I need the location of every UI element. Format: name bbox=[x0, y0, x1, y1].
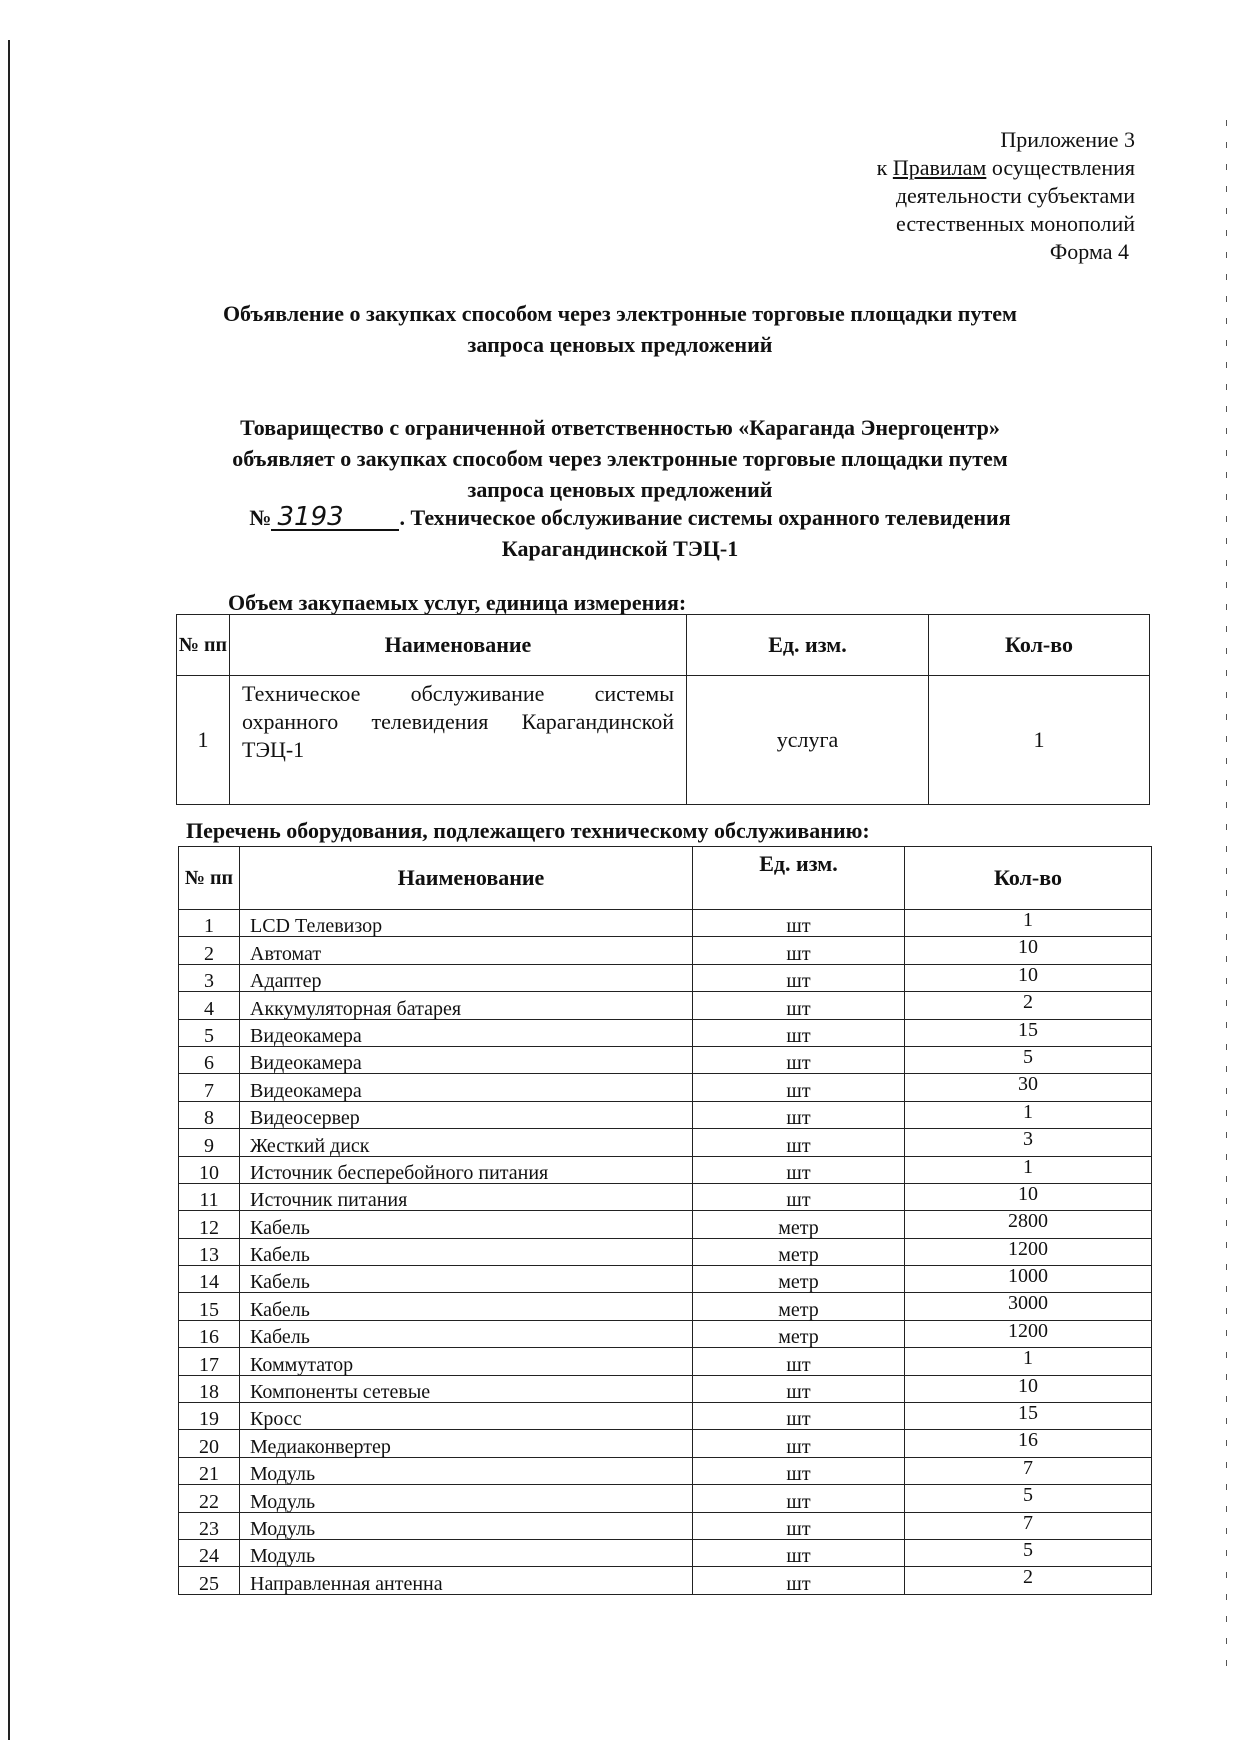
equipment-cell-num: 9 bbox=[179, 1129, 240, 1156]
equipment-cell-num: 2 bbox=[179, 937, 240, 964]
equipment-table bbox=[178, 846, 1152, 1595]
equipment-table-body bbox=[179, 910, 1152, 1595]
equipment-cell-qty: 1 bbox=[905, 1348, 1152, 1375]
equipment-cell-unit: шт bbox=[693, 910, 905, 937]
equipment-cell-qty: 30 bbox=[905, 1074, 1152, 1101]
table-row bbox=[179, 1403, 1152, 1430]
equipment-cell-unit: метр bbox=[693, 1320, 905, 1347]
equipment-cell-name: Кабель bbox=[240, 1320, 693, 1347]
table-row bbox=[179, 1539, 1152, 1566]
equipment-cell-unit: шт bbox=[693, 1430, 905, 1457]
equipment-cell-name: Модуль bbox=[240, 1539, 693, 1566]
lot-title-line-2: Карагандинской ТЭЦ-1 bbox=[501, 536, 739, 561]
table-row bbox=[179, 1156, 1152, 1183]
equipment-cell-qty: 2800 bbox=[905, 1211, 1152, 1238]
equipment-cell-name: Видеосервер bbox=[240, 1101, 693, 1128]
equipment-header-row bbox=[179, 847, 1152, 910]
table-row bbox=[179, 1457, 1152, 1484]
equipment-cell-num: 22 bbox=[179, 1485, 240, 1512]
equipment-cell-name: Аккумуляторная батарея bbox=[240, 992, 693, 1019]
equipment-cell-qty: 5 bbox=[905, 1046, 1152, 1073]
equipment-cell-num: 23 bbox=[179, 1512, 240, 1539]
equipment-cell-num: 15 bbox=[179, 1293, 240, 1320]
appendix-line-2-prefix: к bbox=[876, 155, 888, 180]
services-cell-name: Техническое обслуживание системы охранного телевидения Карагандинской ТЭЦ-1 bbox=[230, 676, 687, 805]
equipment-cell-unit: шт bbox=[693, 937, 905, 964]
services-cell-num: 1 bbox=[177, 676, 230, 805]
equipment-cell-qty: 1200 bbox=[905, 1320, 1152, 1347]
equipment-cell-unit: шт bbox=[693, 1512, 905, 1539]
equipment-cell-unit: шт bbox=[693, 1567, 905, 1594]
services-header-row bbox=[177, 615, 1150, 676]
table-row bbox=[179, 1183, 1152, 1210]
equipment-cell-name: Жесткий диск bbox=[240, 1129, 693, 1156]
equipment-cell-name: Медиаконвертер bbox=[240, 1430, 693, 1457]
organizer-statement bbox=[160, 412, 1080, 505]
equipment-cell-unit: шт bbox=[693, 1101, 905, 1128]
equipment-cell-unit: метр bbox=[693, 1211, 905, 1238]
table-row bbox=[179, 1046, 1152, 1073]
lot-title-line-1: . Техническое обслуживание системы охранного телевидения bbox=[399, 505, 1011, 530]
equipment-cell-qty: 1 bbox=[905, 1101, 1152, 1128]
table-row bbox=[179, 1129, 1152, 1156]
equipment-cell-unit: шт bbox=[693, 1074, 905, 1101]
appendix-line-5: Форма 4 bbox=[1049, 239, 1129, 264]
equipment-cell-qty: 1 bbox=[905, 910, 1152, 937]
equipment-cell-name: Коммутатор bbox=[240, 1348, 693, 1375]
lot-title bbox=[160, 502, 1080, 564]
equipment-cell-qty: 1 bbox=[905, 1156, 1152, 1183]
equipment-cell-num: 24 bbox=[179, 1539, 240, 1566]
table-row bbox=[179, 1238, 1152, 1265]
subtitle-line-1: Товарищество с ограниченной ответственностью «Караганда Энергоцентр» bbox=[240, 415, 1000, 440]
appendix-block bbox=[760, 126, 1135, 266]
rules-link[interactable]: Правилам bbox=[892, 155, 987, 180]
table-row bbox=[179, 910, 1152, 937]
equipment-cell-unit: шт bbox=[693, 964, 905, 991]
equipment-cell-num: 19 bbox=[179, 1403, 240, 1430]
equipment-cell-num: 20 bbox=[179, 1430, 240, 1457]
equipment-cell-unit: шт bbox=[693, 1375, 905, 1402]
equipment-cell-qty: 10 bbox=[905, 964, 1152, 991]
equipment-cell-unit: шт bbox=[693, 1348, 905, 1375]
equipment-cell-name: Видеокамера bbox=[240, 1046, 693, 1073]
equipment-cell-qty: 15 bbox=[905, 1403, 1152, 1430]
equipment-cell-num: 10 bbox=[179, 1156, 240, 1183]
equipment-cell-qty: 7 bbox=[905, 1512, 1152, 1539]
table-row bbox=[179, 1485, 1152, 1512]
equipment-cell-num: 14 bbox=[179, 1266, 240, 1293]
equipment-col-unit: Ед. изм. bbox=[693, 847, 905, 910]
services-col-name: Наименование bbox=[230, 615, 687, 676]
equipment-cell-name: Кросс bbox=[240, 1403, 693, 1430]
equipment-cell-num: 8 bbox=[179, 1101, 240, 1128]
equipment-cell-unit: шт bbox=[693, 1457, 905, 1484]
equipment-cell-num: 25 bbox=[179, 1567, 240, 1594]
scan-edge-dots bbox=[1226, 120, 1227, 1680]
equipment-col-qty: Кол-во bbox=[905, 847, 1152, 910]
equipment-cell-num: 4 bbox=[179, 992, 240, 1019]
equipment-cell-qty: 3000 bbox=[905, 1293, 1152, 1320]
services-col-num: № пп bbox=[177, 615, 230, 676]
equipment-cell-unit: шт bbox=[693, 1156, 905, 1183]
equipment-cell-name: Автомат bbox=[240, 937, 693, 964]
equipment-cell-num: 11 bbox=[179, 1183, 240, 1210]
table-row bbox=[179, 1266, 1152, 1293]
equipment-heading: Перечень оборудования, подлежащего техническому обслуживанию: bbox=[186, 818, 870, 843]
equipment-cell-qty: 2 bbox=[905, 992, 1152, 1019]
equipment-cell-qty: 10 bbox=[905, 1183, 1152, 1210]
equipment-col-name: Наименование bbox=[240, 847, 693, 910]
equipment-cell-name: Модуль bbox=[240, 1485, 693, 1512]
equipment-cell-qty: 1200 bbox=[905, 1238, 1152, 1265]
equipment-cell-name: LCD Телевизор bbox=[240, 910, 693, 937]
title-line-1: Объявление о закупках способом через электронные торговые площадки путем bbox=[222, 301, 1018, 326]
table-row bbox=[179, 964, 1152, 991]
equipment-cell-qty: 15 bbox=[905, 1019, 1152, 1046]
equipment-cell-num: 21 bbox=[179, 1457, 240, 1484]
lot-line-1 bbox=[160, 502, 1080, 533]
appendix-line-4: естественных монополий bbox=[896, 211, 1135, 236]
equipment-cell-name: Видеокамера bbox=[240, 1019, 693, 1046]
equipment-cell-qty: 7 bbox=[905, 1457, 1152, 1484]
equipment-cell-unit: метр bbox=[693, 1293, 905, 1320]
equipment-col-num: № пп bbox=[179, 847, 240, 910]
equipment-cell-name: Модуль bbox=[240, 1457, 693, 1484]
lot-number-handwritten: 3193 bbox=[271, 505, 399, 531]
services-col-qty: Кол-во bbox=[929, 615, 1150, 676]
equipment-cell-name: Источник питания bbox=[240, 1183, 693, 1210]
equipment-cell-num: 7 bbox=[179, 1074, 240, 1101]
equipment-cell-qty: 10 bbox=[905, 1375, 1152, 1402]
equipment-cell-name: Кабель bbox=[240, 1211, 693, 1238]
equipment-cell-unit: шт bbox=[693, 1129, 905, 1156]
table-row bbox=[179, 1019, 1152, 1046]
equipment-cell-name: Кабель bbox=[240, 1266, 693, 1293]
appendix-line-1: Приложение 3 bbox=[1000, 127, 1135, 152]
table-row bbox=[179, 1101, 1152, 1128]
equipment-cell-num: 5 bbox=[179, 1019, 240, 1046]
table-row bbox=[179, 1348, 1152, 1375]
equipment-cell-qty: 5 bbox=[905, 1485, 1152, 1512]
equipment-cell-name: Видеокамера bbox=[240, 1074, 693, 1101]
equipment-cell-name: Направленная антенна bbox=[240, 1567, 693, 1594]
table-row bbox=[179, 1430, 1152, 1457]
table-row bbox=[179, 1293, 1152, 1320]
equipment-cell-unit: шт bbox=[693, 1019, 905, 1046]
services-cell-qty: 1 bbox=[929, 676, 1150, 805]
equipment-cell-num: 6 bbox=[179, 1046, 240, 1073]
equipment-cell-name: Кабель bbox=[240, 1293, 693, 1320]
subtitle-line-3: запроса ценовых предложений bbox=[467, 477, 773, 502]
equipment-cell-unit: метр bbox=[693, 1238, 905, 1265]
equipment-cell-name: Компоненты сетевые bbox=[240, 1375, 693, 1402]
equipment-cell-unit: шт bbox=[693, 1539, 905, 1566]
equipment-cell-qty: 10 bbox=[905, 937, 1152, 964]
equipment-cell-unit: метр bbox=[693, 1266, 905, 1293]
appendix-line-2-suffix: осуществления bbox=[991, 155, 1135, 180]
table-row bbox=[179, 1211, 1152, 1238]
table-row bbox=[179, 1074, 1152, 1101]
lot-number-label: № bbox=[249, 505, 272, 530]
table-row bbox=[179, 1320, 1152, 1347]
equipment-cell-num: 17 bbox=[179, 1348, 240, 1375]
equipment-cell-num: 1 bbox=[179, 910, 240, 937]
table-row bbox=[179, 1567, 1152, 1594]
table-row bbox=[179, 1512, 1152, 1539]
equipment-cell-num: 3 bbox=[179, 964, 240, 991]
appendix-line-3: деятельности субъектами bbox=[895, 183, 1135, 208]
equipment-cell-name: Модуль bbox=[240, 1512, 693, 1539]
equipment-cell-qty: 3 bbox=[905, 1129, 1152, 1156]
equipment-cell-unit: шт bbox=[693, 992, 905, 1019]
equipment-cell-num: 16 bbox=[179, 1320, 240, 1347]
equipment-cell-unit: шт bbox=[693, 1046, 905, 1073]
equipment-cell-qty: 2 bbox=[905, 1567, 1152, 1594]
services-table bbox=[176, 614, 1150, 805]
table-row bbox=[177, 676, 1150, 805]
table-row bbox=[179, 992, 1152, 1019]
equipment-cell-unit: шт bbox=[693, 1403, 905, 1430]
equipment-cell-name: Кабель bbox=[240, 1238, 693, 1265]
equipment-cell-num: 18 bbox=[179, 1375, 240, 1402]
table-row bbox=[179, 1375, 1152, 1402]
equipment-cell-qty: 5 bbox=[905, 1539, 1152, 1566]
title-line-2: запроса ценовых предложений bbox=[467, 332, 773, 357]
subtitle-line-2: объявляет о закупках способом через электронные торговые площадки путем bbox=[232, 446, 1008, 471]
equipment-cell-name: Адаптер bbox=[240, 964, 693, 991]
services-col-unit: Ед. изм. bbox=[687, 615, 929, 676]
announcement-title bbox=[160, 298, 1080, 360]
equipment-cell-qty: 1000 bbox=[905, 1266, 1152, 1293]
services-heading: Объем закупаемых услуг, единица измерения: bbox=[228, 590, 687, 615]
table-row bbox=[179, 937, 1152, 964]
equipment-cell-name: Источник бесперебойного питания bbox=[240, 1156, 693, 1183]
equipment-cell-num: 12 bbox=[179, 1211, 240, 1238]
appendix-line-2 bbox=[760, 154, 1135, 182]
equipment-cell-unit: шт bbox=[693, 1485, 905, 1512]
equipment-cell-qty: 16 bbox=[905, 1430, 1152, 1457]
equipment-cell-num: 13 bbox=[179, 1238, 240, 1265]
binding-edge-line bbox=[8, 40, 10, 1740]
services-cell-unit: услуга bbox=[687, 676, 929, 805]
equipment-cell-unit: шт bbox=[693, 1183, 905, 1210]
